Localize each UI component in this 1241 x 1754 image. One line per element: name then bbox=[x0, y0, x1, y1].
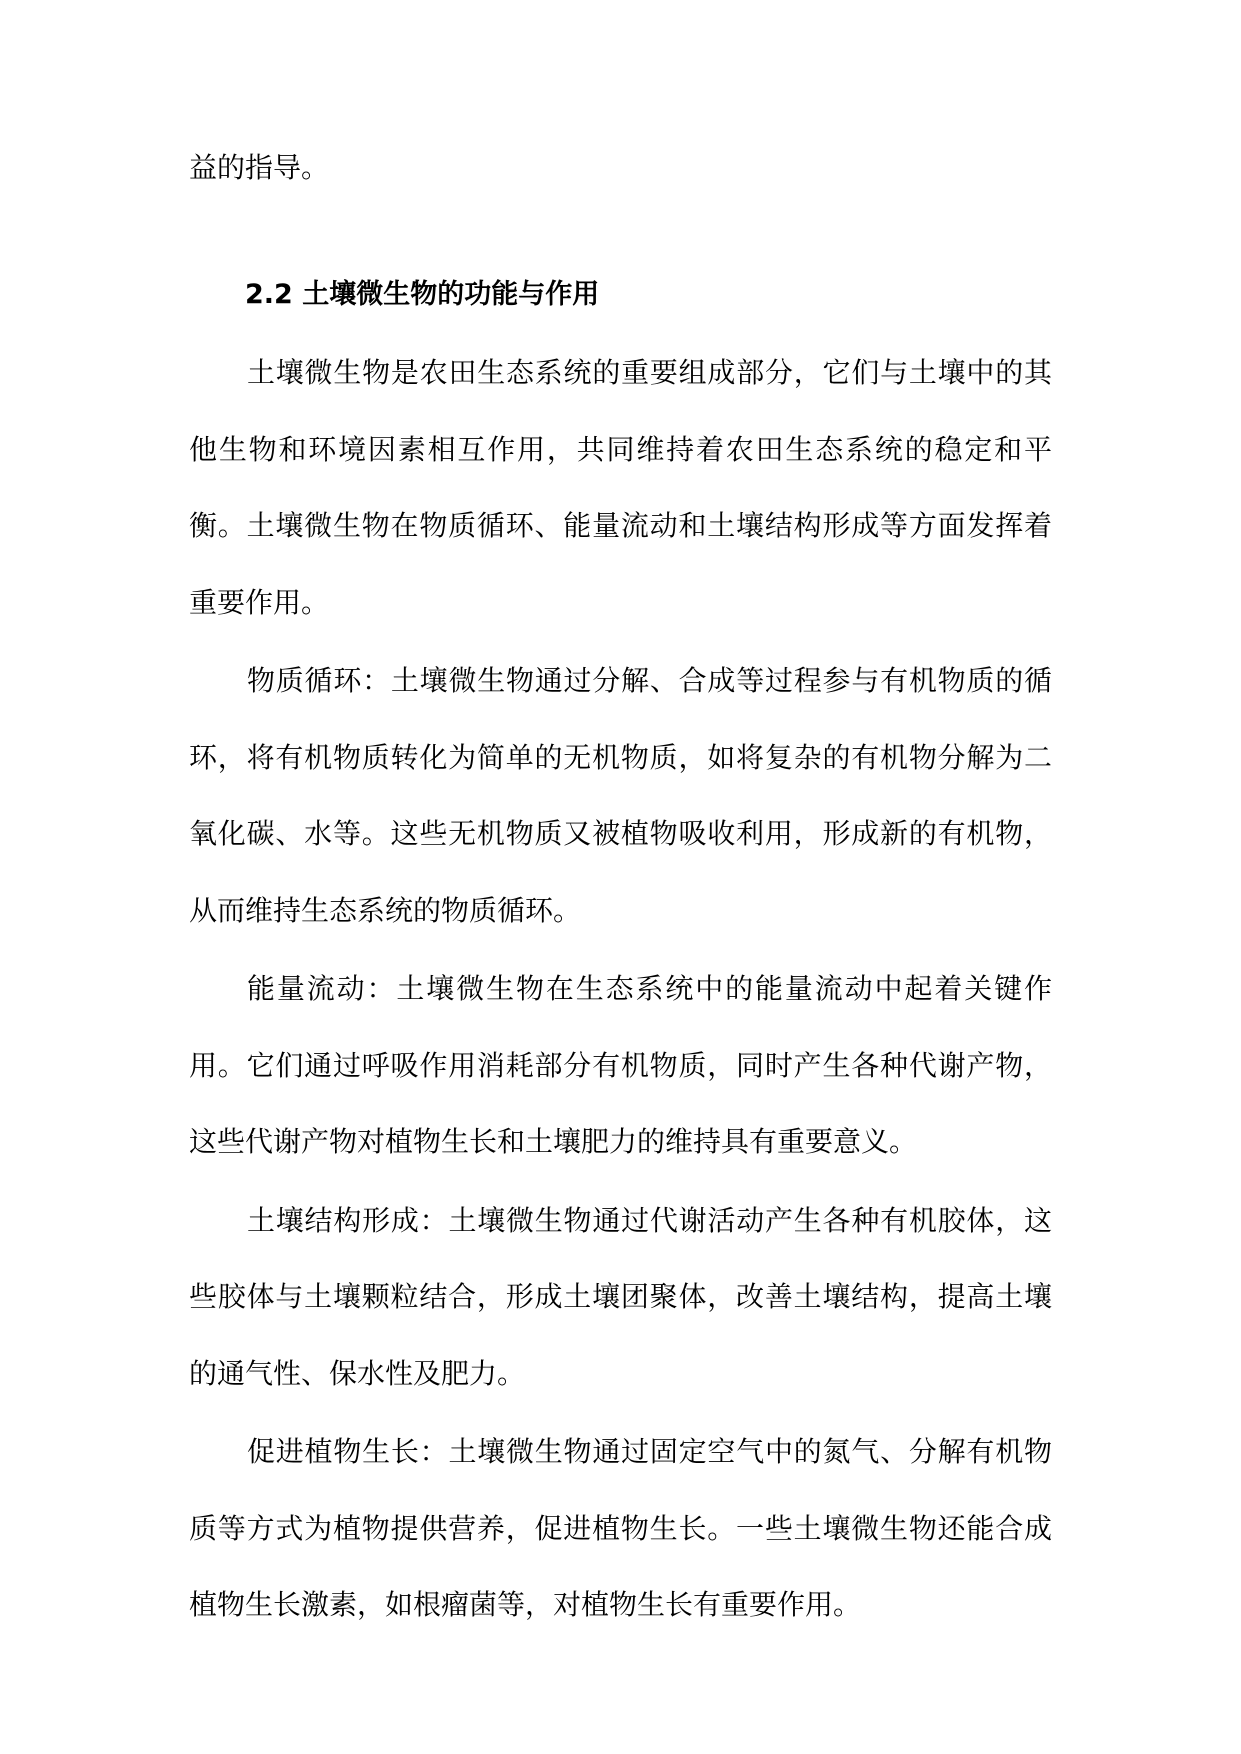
paragraph-energy-flow: 能量流动：土壤微生物在生态系统中的能量流动中起着关键作用。它们通过呼吸作用消耗部分有机物质，同时产生各种代谢产物，这些代谢产物对植物生长和土壤肥力的维持具有重要意义。 bbox=[189, 972, 1052, 1158]
paragraph-intro: 土壤微生物是农田生态系统的重要组成部分，它们与土壤中的其他生物和环境因素相互作用，共同维持着农田生态系统的稳定和平衡。土壤微生物在物质循环、能量流动和土壤结构形成等方面发挥着重要作用。 bbox=[189, 356, 1052, 619]
section-heading: 2.2 土壤微生物的功能与作用 bbox=[245, 278, 600, 310]
continuation-text: 益的指导。 bbox=[189, 151, 330, 184]
document-page bbox=[189, 130, 1052, 1646]
paragraph-material-cycle: 物质循环：土壤微生物通过分解、合成等过程参与有机物质的循环，将有机物质转化为简单的无机物质，如将复杂的有机物分解为二氧化碳、水等。这些无机物质又被植物吸收利用，形成新的有机物，从而维持生态系统的物质循环。 bbox=[189, 664, 1052, 927]
paragraph-soil-structure: 土壤结构形成：土壤微生物通过代谢活动产生各种有机胶体，这些胶体与土壤颗粒结合，形成土壤团聚体，改善土壤结构，提高土壤的通气性、保水性及肥力。 bbox=[189, 1203, 1052, 1390]
paragraph-plant-growth: 促进植物生长：土壤微生物通过固定空气中的氮气、分解有机物质等方式为植物提供营养，促进植物生长。一些土壤微生物还能合成植物生长激素，如根瘤菌等，对植物生长有重要作用。 bbox=[189, 1435, 1052, 1621]
